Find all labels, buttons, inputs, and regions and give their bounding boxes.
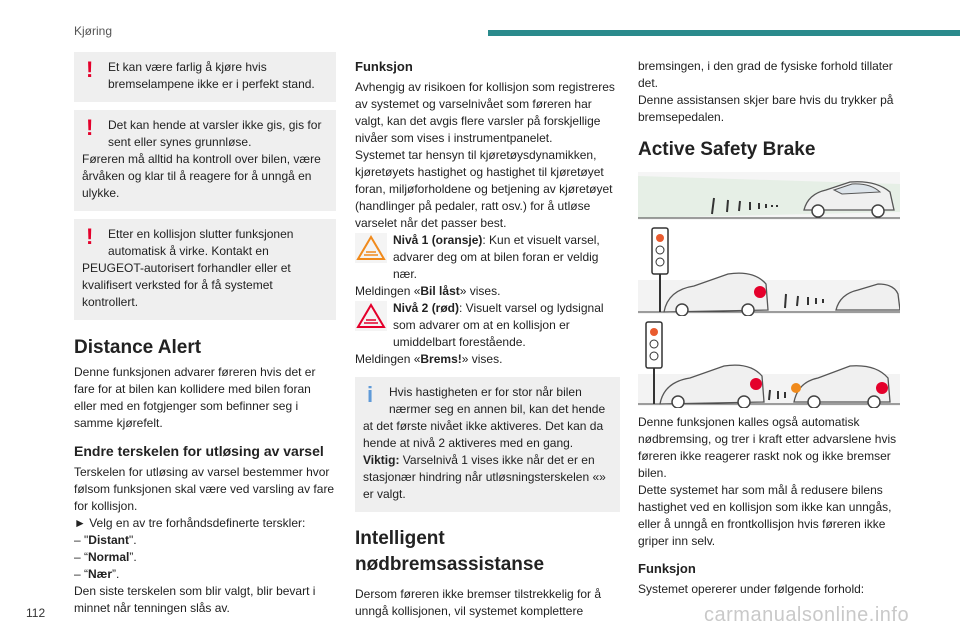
heading-active-safety-brake: Active Safety Brake	[638, 139, 816, 160]
paragraph: Dette systemet har som mål å redusere bilens hastighet ved en kollisjon som ikke kan unngås, eller å unngå en frontkollisjon hvis føreren ikke griper inn selv.	[638, 483, 892, 548]
warning-box	[74, 219, 336, 320]
column-right	[638, 52, 900, 598]
step-text: ► Velg en av tre forhåndsdefinerte terskler:	[74, 516, 306, 530]
heading-distance-alert: Distance Alert	[74, 337, 202, 358]
info-text: Hvis hastigheten er for stor når bilen nærmer seg en annen bil, kan det hende	[389, 385, 606, 416]
heading-threshold: Endre terskelen for utløsing av varsel	[74, 443, 324, 459]
info-box: i Hvis hastigheten er for stor når bilen nærmer seg en annen bil, kan det hende at det første nivået ikke aktiveres. Det kan da hende at nivå 2 aktiveres med en gang. Viktig: Varselnivå 1 vises ikke når det er en stasjonær hindring når utløsningsterskelen «» er valgt.	[355, 377, 620, 512]
asb-illustration-warning	[638, 224, 900, 316]
info-text: at det første nivået ikke aktiveres. Det kan da hende at nivå 2 aktiveres med en gang.	[363, 419, 604, 450]
paragraph: Den siste terskelen som blir valgt, blir bevart i minnet når tenningen slås av.	[74, 584, 316, 615]
level-2-item: Nivå 2 (rød): Visuelt varsel og lydsignal som advarer om at en kollisjon er umiddelbart forestående.	[355, 300, 620, 351]
warning-icon: !	[86, 224, 94, 249]
warning-icon: !	[86, 115, 94, 140]
heading-funksjon: Funksjon	[638, 561, 696, 576]
paragraph: Terskelen for utløsing av varsel bestemmer hvor følsom funksjonen skal være ved varsling av fare for kollisjon.	[74, 465, 335, 513]
paragraph: Systemet tar hensyn til kjøretøysdynamikken, kjøretøyets hastighet og hastighet til kjøretøyet foran, miljøforholdene og betjening av kjøretøyet (handlinger på pedaler, ratt osv.) for å utløse varselet når det passer best.	[355, 148, 613, 230]
option-naer: – “Nær”.	[74, 567, 120, 581]
column-left	[74, 52, 336, 617]
option-distant: – "Distant".	[74, 533, 137, 547]
paragraph: Denne assistansen skjer bare hvis du trykker på bremsepedalen.	[638, 93, 894, 124]
paragraph: Denne funksjonen advarer føreren hvis det er fare for at bilen kan kollidere med bilen foran eller med en fotgjenger som befinner seg i samme kjørefelt.	[74, 365, 316, 430]
warning-box	[74, 52, 336, 102]
warning-text: Etter en kollisjon slutter funksjonen automatisk å virke. Kontakt en	[108, 227, 294, 258]
warning-text: Et kan være farlig å kjøre hvis bremselampene ikke er i perfekt stand.	[108, 60, 315, 91]
section-label: Kjøring	[74, 24, 113, 38]
accent-bar	[488, 30, 960, 36]
asb-illustration-braking	[638, 320, 900, 408]
info-icon: i	[367, 382, 374, 407]
paragraph: Dersom føreren ikke bremser tilstrekkelig for å unngå kollisjonen, vil systemet komplettere	[355, 587, 602, 618]
option-normal: – “Normal”.	[74, 550, 137, 564]
warning-box	[74, 110, 336, 211]
warning-text: Føreren må alltid ha kontroll over bilen, være årvåken og klar til å reagere for å unngå en ulykke.	[82, 152, 321, 200]
watermark: carmanualsonline.info	[704, 604, 910, 626]
paragraph: Avhengig av risikoen for kollisjon som registreres av systemet og varselnivået som føreren har valgt, kan det avgis flere varsler på forskjellige nivåer som vises i instrumentpanelet.	[355, 80, 615, 145]
paragraph: bremsingen, i den grad de fysiske forhold tillater det.	[638, 59, 893, 90]
warning-text: Det kan hende at varsler ikke gis, gis for sent eller synes grunnløse.	[108, 118, 322, 149]
paragraph: Systemet opererer under følgende forhold:	[638, 582, 865, 596]
heading-intelligent: Intelligent nødbremsassistanse	[355, 528, 545, 575]
message-line: Meldingen «Brems!» vises.	[355, 352, 503, 366]
column-middle	[355, 52, 620, 620]
paragraph: Denne funksjonen kalles også automatisk nødbremsing, og trer i kraft etter advarslene hvis føreren ikke reagerer raskt nok og ikke bremser bilen.	[638, 415, 897, 480]
page-number: 112	[26, 606, 46, 620]
warning-text: PEUGEOT-autorisert forhandler eller et kvalifisert verksted for å få systemet kontrollert.	[82, 261, 291, 309]
red-warning-triangle-icon	[355, 301, 387, 331]
level-1-item: Nivå 1 (oransje): Kun et visuelt varsel, advarer deg om at bilen foran er veldig nær.	[355, 232, 620, 283]
warning-icon: !	[86, 57, 94, 82]
heading-funksjon: Funksjon	[355, 59, 413, 74]
orange-warning-triangle-icon	[355, 233, 387, 263]
message-line: Meldingen «Bil låst» vises.	[355, 284, 501, 298]
asb-illustration-approach	[638, 172, 900, 220]
